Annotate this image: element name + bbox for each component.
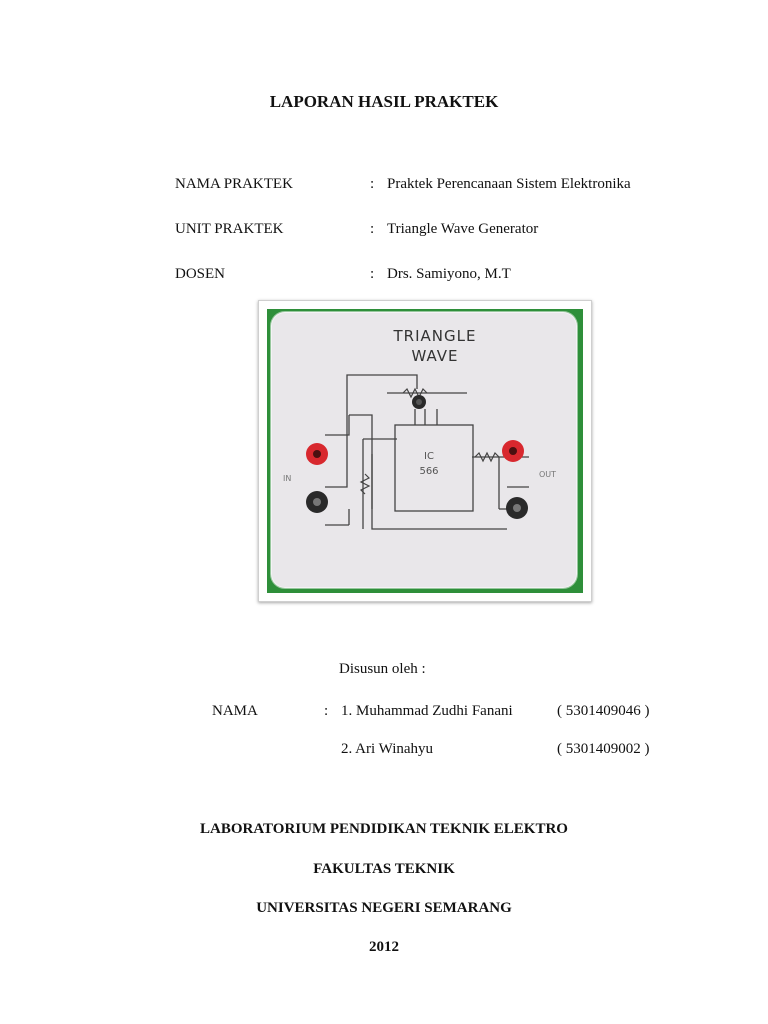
author-nim-1: ( 5301409046 ) xyxy=(557,703,650,719)
footer-lab: LABORATORIUM PENDIDIKAN TEKNIK ELEKTRO xyxy=(200,821,568,837)
author-name-label: NAMA xyxy=(212,703,258,719)
author-colon: : xyxy=(324,703,329,719)
field-label-nama-praktek: NAMA PRAKTEK xyxy=(175,176,293,192)
field-value-dosen: Drs. Samiyono, M.T xyxy=(387,266,511,282)
out-label: OUT xyxy=(539,470,557,479)
circuit-board-image xyxy=(267,309,583,593)
author-member-1: 1. Muhammad Zudhi Fanani xyxy=(341,703,513,719)
field-colon: : xyxy=(370,176,375,192)
in-label: IN xyxy=(283,474,292,483)
field-value-unit-praktek: Triangle Wave Generator xyxy=(387,221,539,237)
author-member-2: 2. Ari Winahyu xyxy=(341,741,434,757)
author-nim-2: ( 5301409002 ) xyxy=(557,741,650,757)
author-intro: Disusun oleh : xyxy=(339,661,426,677)
field-label-dosen: DOSEN xyxy=(175,266,226,282)
circuit-board-photo xyxy=(258,300,592,602)
footer-faculty: FAKULTAS TEKNIK xyxy=(313,861,455,877)
board-title-line2: WAVE xyxy=(411,347,459,365)
report-title: LAPORAN HASIL PRAKTEK xyxy=(269,92,499,111)
field-value-nama-praktek: Praktek Perencanaan Sistem Elektronika xyxy=(387,176,631,192)
field-label-unit-praktek: UNIT PRAKTEK xyxy=(175,221,284,237)
footer-university: UNIVERSITAS NEGERI SEMARANG xyxy=(256,900,512,916)
field-colon: : xyxy=(370,221,375,237)
ic-label-line1: IC xyxy=(424,451,434,462)
board-title-line1: TRIANGLE xyxy=(393,327,477,345)
ic-label-line2: 566 xyxy=(419,466,439,477)
field-colon: : xyxy=(370,266,375,282)
footer-year: 2012 xyxy=(369,939,399,955)
